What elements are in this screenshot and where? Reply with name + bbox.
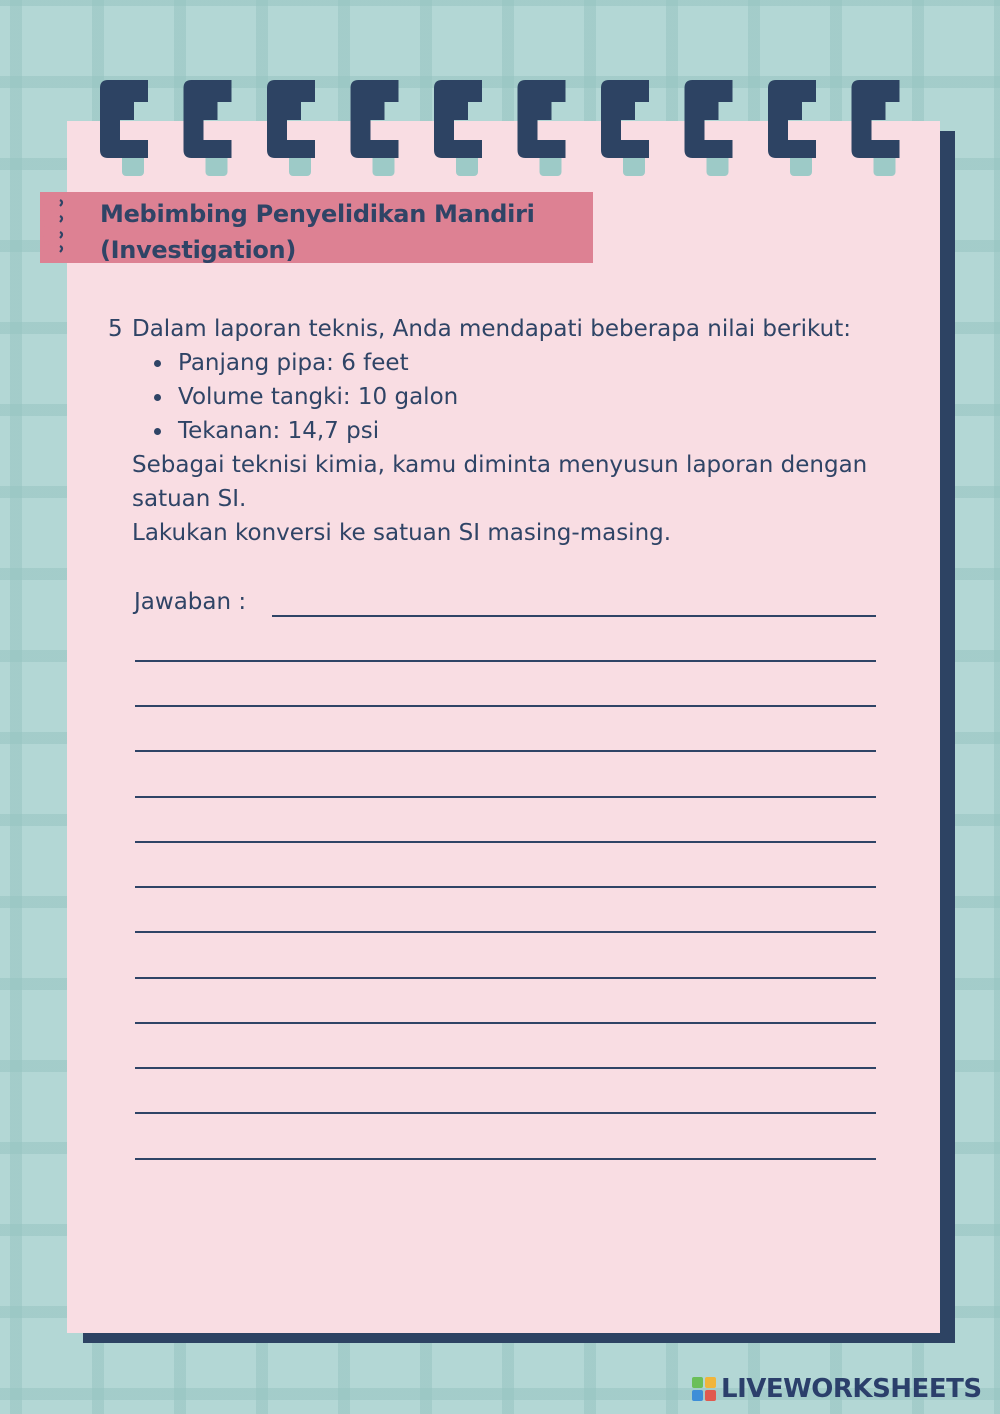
section-banner — [40, 192, 593, 263]
section-title — [100, 196, 590, 268]
section-title-line-1: Mebimbing Penyelidikan Mandiri — [100, 200, 535, 228]
liveworksheets-wordmark: LIVEWORKSHEETS — [721, 1374, 982, 1404]
coil-icon — [40, 192, 80, 263]
binding-ring — [100, 80, 148, 176]
list-item: • Panjang pipa: 6 feet — [174, 346, 888, 380]
section-title-line-2: (Investigation) — [100, 236, 297, 264]
binding-ring — [601, 80, 649, 176]
binding-ring — [768, 80, 816, 176]
liveworksheets-logo — [691, 1374, 982, 1404]
list-item: • Volume tangki: 10 galon — [174, 380, 888, 414]
binding-ring — [852, 80, 900, 176]
answer-line[interactable] — [135, 1112, 876, 1114]
answer-line[interactable] — [135, 977, 876, 979]
binding-ring — [685, 80, 733, 176]
spiral-binding — [0, 0, 1000, 190]
liveworksheets-icon — [691, 1375, 719, 1403]
question-instruction: Lakukan konversi ke satuan SI masing-masing. — [132, 520, 672, 546]
answer-line[interactable] — [135, 1067, 876, 1069]
answer-line[interactable] — [135, 886, 876, 888]
question-task: Sebagai teknisi kimia, kamu diminta menyusun laporan dengan satuan SI. — [132, 452, 868, 512]
list-item: • Tekanan: 14,7 psi — [174, 414, 888, 448]
binding-ring — [184, 80, 232, 176]
question-block — [108, 312, 888, 550]
answer-line[interactable] — [135, 841, 876, 843]
answer-line[interactable] — [135, 705, 876, 707]
notebook-paper — [67, 121, 940, 1333]
question-intro: Dalam laporan teknis, Anda mendapati beberapa nilai berikut: — [132, 316, 851, 342]
binding-ring — [267, 80, 315, 176]
answer-line[interactable] — [272, 615, 876, 617]
answer-line[interactable] — [135, 660, 876, 662]
answer-label: Jawaban : — [134, 589, 247, 615]
binding-ring — [351, 80, 399, 176]
answer-line[interactable] — [135, 1022, 876, 1024]
answer-line[interactable] — [135, 931, 876, 933]
answer-line[interactable] — [135, 750, 876, 752]
question-number: 5 — [108, 316, 123, 342]
answer-line[interactable] — [135, 796, 876, 798]
value-list — [132, 346, 888, 448]
binding-ring — [518, 80, 566, 176]
answer-line[interactable] — [135, 1158, 876, 1160]
binding-ring — [434, 80, 482, 176]
